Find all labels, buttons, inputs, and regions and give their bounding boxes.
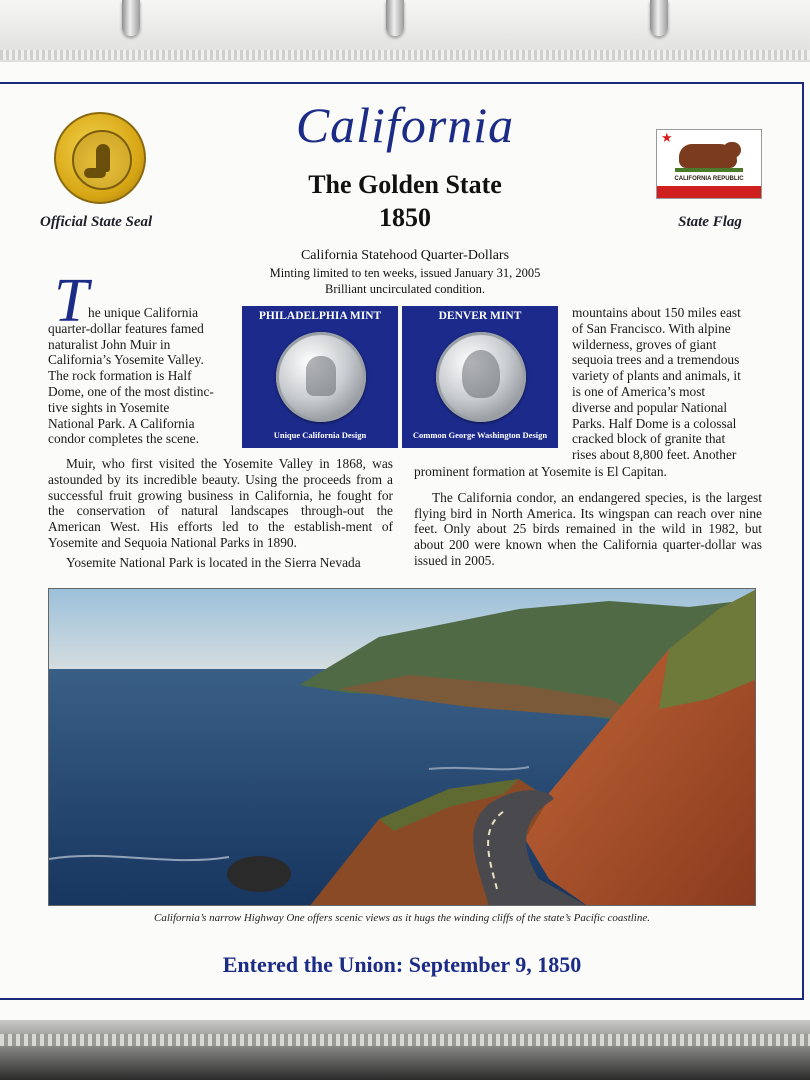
california-quarter-coin	[276, 332, 366, 422]
philadelphia-mint-panel	[242, 306, 398, 448]
text-line: he unique California	[88, 305, 199, 320]
denver-mint-panel	[402, 306, 558, 448]
statehood-year: 1850	[379, 203, 431, 232]
article-paragraph: Yosemite National Park is located in the Sierra Nevada	[66, 554, 361, 570]
flag-grass	[675, 168, 743, 172]
text-line: is one of America’s most	[572, 383, 706, 399]
text-line: Parks. Half Dome is a colossal	[572, 415, 737, 431]
text-line: Dome, one of the most distinc-	[48, 383, 214, 399]
text-line: quarter-dollar features famed	[48, 320, 204, 336]
binder-ring	[650, 0, 668, 36]
binder-bottom	[0, 1020, 810, 1080]
article-left-top	[48, 305, 234, 447]
state-nickname: The Golden State	[308, 170, 502, 199]
subtitle-line-1: California Statehood Quarter-Dollars	[300, 248, 510, 263]
text-line: The rock formation is Half	[48, 368, 192, 384]
washington-quarter-coin	[436, 332, 526, 422]
sheet-protector-edge	[0, 1034, 810, 1046]
union-date: Entered the Union: September 9, 1850	[222, 952, 582, 977]
seal-center	[72, 130, 132, 190]
coastline-photo	[48, 588, 756, 906]
drop-cap: T	[54, 267, 89, 335]
text-line: sequoia trees and a tremendous	[572, 352, 740, 368]
text-line: National Park. A California	[48, 415, 195, 431]
text-line: wilderness, groves of giant	[572, 336, 717, 352]
subtitle-line-3: Brilliant uncirculated condition.	[324, 282, 486, 296]
binder-ring	[386, 0, 404, 36]
binder-ring	[122, 0, 140, 36]
sea-rock	[227, 856, 291, 892]
seal-bear	[84, 168, 106, 178]
article-left-bottom	[48, 456, 393, 571]
state-seal-icon	[54, 112, 146, 204]
coin-portrait	[462, 350, 500, 398]
article-paragraph: Muir, who first visited the Yosemite Valley in 1868, was astounded by its incredible beauty. Using the proceeds from a successful fruit growing business in California, he fought for the conservation of natural landscapes through-out the American West. His efforts led to the establish-ment of Yosemite and Sequoia National Parks in 1890.	[48, 456, 393, 550]
coin-design	[306, 356, 336, 396]
text-line: mountains about 150 miles east	[572, 305, 741, 320]
page-title: California	[295, 97, 515, 153]
coastline-illustration	[49, 589, 756, 906]
denver-mint-label: DENVER MINT	[438, 310, 522, 322]
article-right-top	[572, 305, 762, 463]
subtitle-line-2: Minting limited to ten weeks, issued January 31, 2005	[269, 266, 541, 280]
text-line: prominent formation at Yosemite is El Capitan.	[414, 464, 667, 479]
text-line: naturalist John Muir in	[48, 336, 171, 352]
text-line: diverse and popular National	[572, 399, 728, 415]
flag-bear-head	[723, 142, 741, 158]
text-line: tive sights in Yosemite	[48, 399, 170, 415]
flag-caption: State Flag	[678, 214, 742, 230]
philadelphia-mint-label: PHILADELPHIA MINT	[258, 310, 382, 322]
flag-legend: CALIFORNIA REPUBLIC	[674, 176, 744, 182]
article-paragraph: The California condor, an endangered species, is the largest flying bird in North America. Its wingspan can reach over nine feet. Only about 25 birds remained in the wild in 1982, but about 200 were known when the California quarter-dollar was issued in 2005.	[414, 489, 762, 568]
sheet-protector-edge	[0, 50, 810, 60]
text-line: condor completes the scene.	[48, 431, 199, 447]
philadelphia-design-label: Unique California Design	[273, 430, 367, 440]
photo-caption: California’s narrow Highway One offers scenic views as it hugs the winding cliffs of the state’s Pacific coastline.	[154, 912, 650, 924]
denver-design-label: Common George Washington Design	[412, 430, 548, 440]
text-line: California’s Yosemite Valley.	[48, 352, 204, 368]
text-line: rises about 8,800 feet. Another	[572, 447, 737, 463]
flag-stripe	[657, 186, 761, 198]
state-flag-icon	[656, 129, 762, 199]
text-line: of San Francisco. With alpine	[572, 320, 731, 336]
text-line: variety of plants and animals, it	[572, 368, 741, 384]
star-icon: ★	[661, 130, 673, 145]
text-line: cracked block of granite that	[572, 431, 726, 447]
article-right-bottom	[414, 464, 762, 569]
seal-caption: Official State Seal	[40, 214, 153, 230]
